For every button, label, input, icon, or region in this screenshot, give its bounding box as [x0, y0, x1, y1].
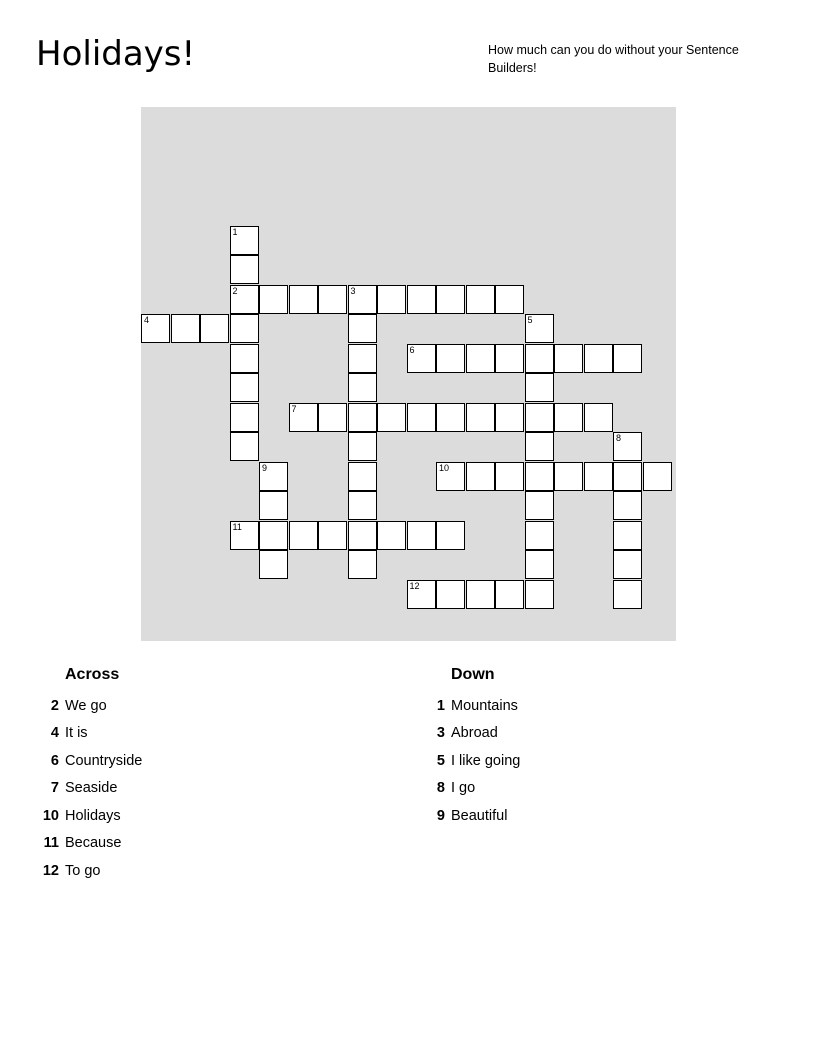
grid-cell[interactable]: [230, 373, 259, 402]
clue-number: 5: [436, 752, 445, 769]
cell-number: 7: [291, 403, 297, 414]
grid-cell[interactable]: [525, 521, 554, 550]
grid-cell[interactable]: [289, 285, 318, 314]
grid-cell[interactable]: [259, 521, 288, 550]
clue-text: Mountains: [451, 697, 518, 714]
grid-cell[interactable]: [613, 521, 642, 550]
grid-cell[interactable]: [377, 285, 406, 314]
grid-cell[interactable]: [259, 491, 288, 520]
grid-cell[interactable]: [230, 314, 259, 343]
down-clue: [416, 692, 520, 720]
grid-cell[interactable]: [230, 226, 259, 255]
grid-cell[interactable]: [525, 373, 554, 402]
clue-number: 11: [43, 835, 59, 852]
grid-cell[interactable]: [466, 462, 495, 491]
grid-cell[interactable]: [495, 580, 524, 609]
grid-cell[interactable]: [525, 462, 554, 491]
crossword-grid: [141, 107, 676, 641]
grid-cell[interactable]: [584, 344, 613, 373]
grid-cell[interactable]: [613, 580, 642, 609]
grid-cell[interactable]: [348, 550, 377, 579]
grid-cell[interactable]: [259, 550, 288, 579]
grid-cell[interactable]: [377, 521, 406, 550]
across-clue: [30, 720, 142, 748]
clue-number: 9: [436, 807, 445, 824]
page-subtitle: How much can you do without your Sentence Builders!: [488, 43, 739, 75]
grid-cell[interactable]: [348, 285, 377, 314]
grid-cell[interactable]: [318, 285, 347, 314]
clue-text: Beautiful: [451, 807, 508, 824]
grid-cell[interactable]: [407, 403, 436, 432]
clue-text: Seaside: [65, 780, 118, 797]
grid-cell[interactable]: [377, 403, 406, 432]
grid-cell[interactable]: [554, 344, 583, 373]
grid-cell[interactable]: [525, 314, 554, 343]
grid-cell[interactable]: [289, 521, 318, 550]
clue-text: To go: [65, 862, 101, 879]
grid-cell[interactable]: [348, 314, 377, 343]
grid-cell[interactable]: [436, 462, 465, 491]
grid-cell[interactable]: [200, 314, 229, 343]
grid-cell[interactable]: [436, 403, 465, 432]
grid-cell[interactable]: [436, 285, 465, 314]
grid-cell[interactable]: [318, 521, 347, 550]
grid-cell[interactable]: [495, 285, 524, 314]
across-clue: [30, 747, 142, 775]
cell-number: 4: [144, 315, 150, 325]
grid-cell[interactable]: [495, 462, 524, 491]
across-clue: [30, 692, 142, 720]
clue-number: 7: [50, 780, 59, 797]
across-clue: [30, 802, 142, 830]
grid-cell[interactable]: [171, 314, 200, 343]
down-clues: [416, 660, 520, 830]
down-clue: [416, 747, 520, 775]
grid-cell[interactable]: [407, 285, 436, 314]
grid-cell[interactable]: [348, 344, 377, 373]
grid-cell[interactable]: [436, 521, 465, 550]
cell-number: 9: [262, 462, 268, 473]
clue-text: Abroad: [451, 725, 498, 742]
grid-cell[interactable]: [230, 432, 259, 461]
grid-cell[interactable]: [554, 462, 583, 491]
grid-cell[interactable]: [348, 403, 377, 432]
across-clue: [30, 830, 142, 858]
grid-cell[interactable]: [407, 521, 436, 550]
grid-cell[interactable]: [407, 580, 436, 609]
grid-cell[interactable]: [230, 285, 259, 314]
grid-cell[interactable]: [230, 521, 259, 550]
clue-number: 12: [42, 862, 59, 879]
grid-cell[interactable]: [613, 491, 642, 520]
grid-cell[interactable]: [613, 432, 642, 461]
cell-number: 2: [232, 285, 238, 296]
grid-cell[interactable]: [613, 344, 642, 373]
clue-text: It is: [65, 725, 88, 742]
down-clue: [416, 720, 520, 748]
grid-cell[interactable]: [466, 403, 495, 432]
clue-text: Because: [65, 835, 122, 852]
grid-cell[interactable]: [643, 462, 672, 491]
grid-cell[interactable]: [584, 462, 613, 491]
grid-cell[interactable]: [141, 314, 170, 343]
grid-cell[interactable]: [525, 550, 554, 579]
down-heading: Down: [451, 666, 495, 683]
cell-number: 10: [439, 462, 450, 473]
grid-cell[interactable]: [259, 462, 288, 491]
grid-cell[interactable]: [525, 344, 554, 373]
clue-text: I go: [451, 780, 476, 797]
grid-cell[interactable]: [230, 344, 259, 373]
grid-cell[interactable]: [495, 403, 524, 432]
grid-cell[interactable]: [525, 403, 554, 432]
cell-number: 6: [409, 344, 415, 355]
down-clue: [416, 802, 520, 830]
grid-cell[interactable]: [466, 580, 495, 609]
grid-cell[interactable]: [525, 432, 554, 461]
grid-cell[interactable]: [348, 491, 377, 520]
clue-number: 8: [436, 780, 445, 797]
grid-cell[interactable]: [554, 403, 583, 432]
grid-cell[interactable]: [525, 580, 554, 609]
cell-number: 12: [409, 580, 420, 591]
clue-number: 3: [436, 725, 445, 742]
grid-cell[interactable]: [436, 344, 465, 373]
grid-cell[interactable]: [466, 344, 495, 373]
grid-cell[interactable]: [348, 462, 377, 491]
across-clue: [30, 857, 142, 885]
down-clue: [416, 775, 520, 803]
clue-number: 10: [42, 807, 59, 824]
cell-number: 11: [232, 521, 242, 532]
clue-text: I like going: [451, 752, 521, 769]
clue-text: We go: [65, 697, 107, 714]
grid-cell[interactable]: [348, 373, 377, 402]
clue-number: 4: [50, 725, 59, 742]
grid-cell[interactable]: [259, 285, 288, 314]
clue-number: 1: [436, 697, 445, 714]
grid-cell[interactable]: [436, 580, 465, 609]
clue-text: Holidays: [65, 807, 121, 824]
page-title: Holidays!: [36, 34, 196, 74]
across-clues: [30, 660, 142, 885]
grid-cell[interactable]: [584, 403, 613, 432]
clue-text: Countryside: [65, 752, 143, 769]
grid-cell[interactable]: [318, 403, 347, 432]
clue-number: 6: [50, 752, 59, 769]
grid-cell[interactable]: [613, 550, 642, 579]
clue-number: 2: [50, 697, 59, 714]
grid-cell[interactable]: [348, 432, 377, 461]
grid-cell[interactable]: [230, 255, 259, 284]
grid-cell[interactable]: [495, 344, 524, 373]
grid-cell[interactable]: [230, 403, 259, 432]
grid-cell[interactable]: [525, 491, 554, 520]
across-heading: Across: [65, 666, 120, 683]
grid-cell[interactable]: [348, 521, 377, 550]
grid-cell[interactable]: [407, 344, 436, 373]
cell-number: 3: [350, 285, 356, 296]
grid-cell[interactable]: [613, 462, 642, 491]
cell-number: 1: [232, 226, 238, 237]
grid-cell[interactable]: [466, 285, 495, 314]
cell-number: 5: [527, 315, 533, 325]
across-clue: [30, 775, 142, 803]
cell-number: 8: [616, 433, 622, 443]
grid-cell[interactable]: [289, 403, 318, 432]
